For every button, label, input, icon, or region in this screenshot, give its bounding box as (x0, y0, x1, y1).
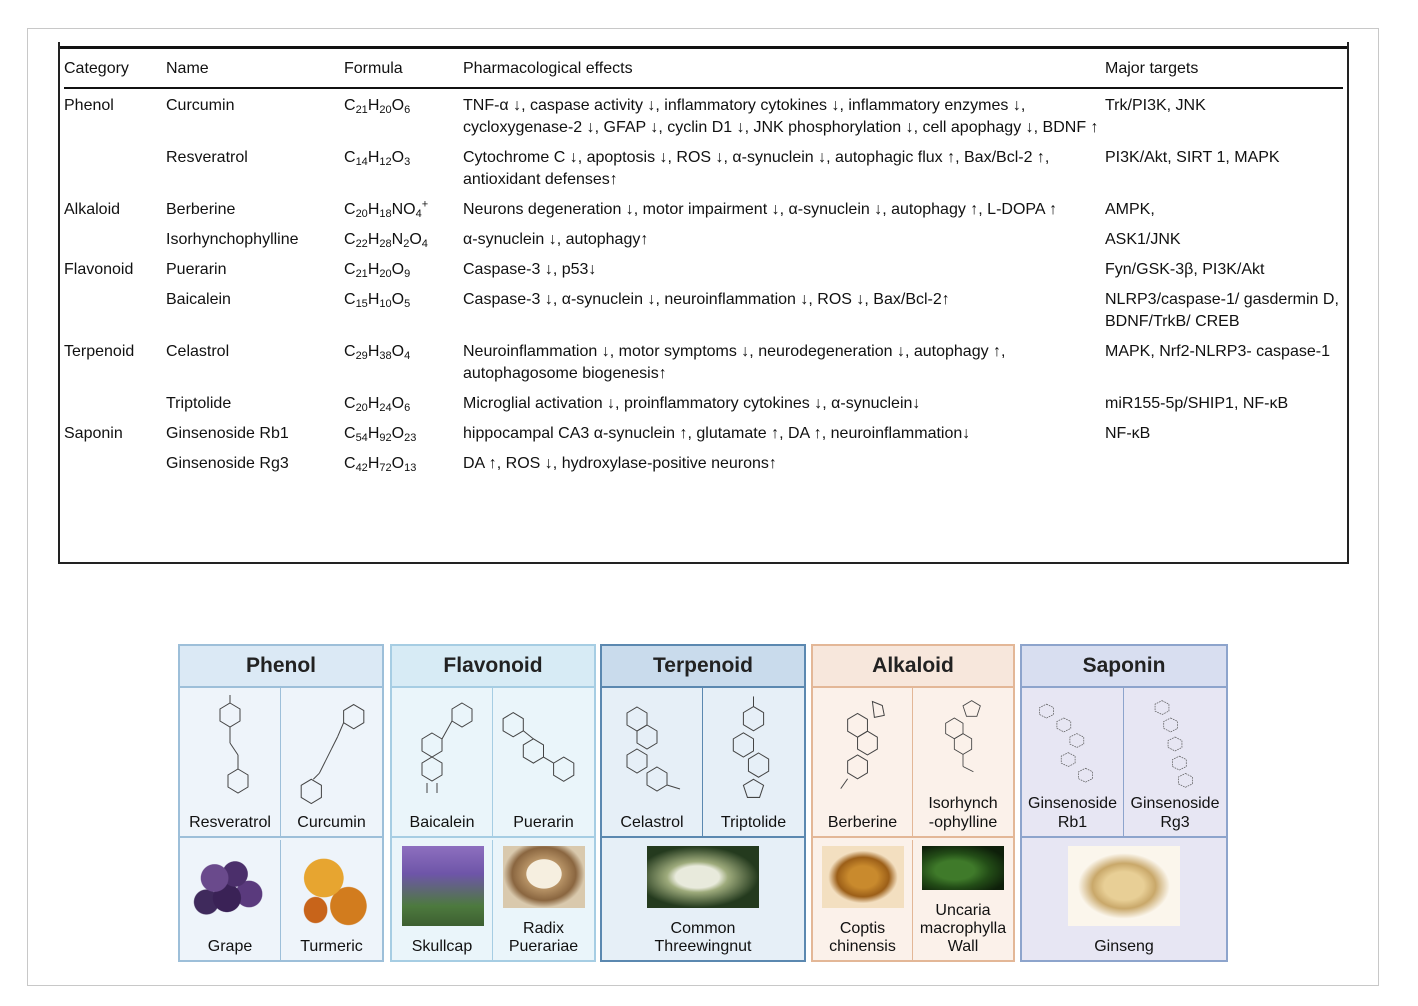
table-cell-name: Celastrol (166, 343, 230, 360)
table-cell-formula: $C_{21}H_{20}O_9$ (344, 261, 411, 280)
table-cell-name: Triptolide (166, 395, 232, 412)
compound-label: Curcumin (297, 814, 366, 831)
source-cell (1022, 840, 1226, 960)
molecule-structure-icon (392, 692, 492, 814)
table-row (64, 283, 1343, 335)
source-cell (913, 840, 1013, 960)
table-cell-targets: ASK1/JNK (1105, 231, 1181, 248)
source-photo (647, 846, 759, 908)
table-row (64, 387, 1343, 417)
source-photo (822, 846, 904, 908)
compound-cell (1022, 688, 1124, 838)
table-cell-name: Ginsenoside Rg3 (166, 455, 289, 472)
source-cell (392, 840, 493, 960)
source-photo (503, 846, 585, 908)
table-cell-formula: $C_{20}H_{24}O_6$ (344, 395, 411, 414)
table-cell-targets: MAPK, Nrf2-NLRP3- caspase-1 (1105, 343, 1330, 360)
table-cell-targets: Fyn/GSK-3β, PI3K/Akt (1105, 261, 1265, 278)
header-category: Category (64, 54, 166, 88)
table-cell-category: Alkaloid (64, 201, 121, 218)
molecule-structure-icon (180, 692, 280, 814)
table-row (64, 223, 1343, 253)
table-cell-formula: $C_{15}H_{10}O_5$ (344, 291, 411, 310)
source-cell (180, 840, 281, 960)
table-cell-formula: $C_{54}H_{92}O_{23}$ (344, 425, 417, 444)
source-cell (602, 840, 804, 960)
compound-label: Ginsenoside Rb1 (1028, 795, 1117, 831)
header-name: Name (166, 54, 344, 88)
table-cell-formula: $C_{21}H_{20}O_6$ (344, 97, 411, 116)
table-cell-targets: miR155-5p/SHIP1, NF-κB (1105, 395, 1289, 412)
table-row (64, 88, 1343, 141)
molecule-structure-icon (913, 692, 1013, 796)
source-photo (1068, 846, 1180, 926)
compound-cell (602, 688, 703, 838)
source-label: Turmeric (300, 938, 363, 955)
figure-group-title: Flavonoid (392, 646, 594, 688)
compound-cell (913, 688, 1013, 838)
table-row (64, 141, 1343, 193)
compound-cell (703, 688, 804, 838)
source-label: Radix Puerariae (508, 920, 579, 955)
figure-group-title: Terpenoid (602, 646, 804, 688)
molecule-structure-icon (1022, 692, 1123, 796)
table-cell-name: Berberine (166, 201, 236, 218)
header-effects: Pharmacological effects (463, 54, 1105, 88)
compound-label: Baicalein (409, 814, 475, 831)
figure-group-title: Alkaloid (813, 646, 1013, 688)
table-cell-name: Isorhynchophylline (166, 231, 299, 248)
table-cell-targets: NLRP3/caspase-1/ gasdermin D, BDNF/TrkB/ CREB (1105, 291, 1339, 330)
table-cell-category (64, 223, 166, 253)
compound-cell (1124, 688, 1226, 838)
source-label: Common Threewingnut (654, 920, 752, 955)
table-cell-category: Saponin (64, 425, 123, 442)
table-cell-targets: NF-κB (1105, 425, 1151, 442)
table-cell-targets: Trk/PI3K, JNK (1105, 97, 1206, 114)
figure-group-terpenoid (600, 644, 806, 962)
source-label: Grape (207, 938, 253, 955)
table-cell-effects: α-synuclein ↓, autophagy↑ (463, 231, 649, 248)
figure-group-alkaloid (811, 644, 1015, 962)
compound-label: Berberine (827, 814, 898, 831)
table-cell-effects: Caspase-3 ↓, p53↓ (463, 261, 597, 278)
molecule-structure-icon (813, 692, 912, 814)
table-cell-name: Puerarin (166, 261, 227, 278)
table-cell-effects: Neuroinflammation ↓, motor symptoms ↓, neurodegeneration ↓, autophagy ↑, autophagosome biogenesis↑ (463, 343, 1006, 382)
source-photo (922, 846, 1004, 890)
compound-table (64, 54, 1343, 477)
table-cell-formula: $C_{20}H_{18}NO_4^+$ (344, 198, 429, 220)
table-cell-effects: TNF-α ↓, caspase activity ↓, inflammatory cytokines ↓, inflammatory enzymes ↓, cycloxygenase-2 ↓, GFAP ↓, cyclin D1 ↓, JNK phosphorylation ↓, cell apophagy ↓, BDNF ↑ (463, 97, 1099, 136)
table-row (64, 253, 1343, 283)
source-cell (493, 840, 594, 960)
compound-cell (180, 688, 281, 838)
molecule-structure-icon (602, 692, 702, 814)
table-cell-category (64, 447, 166, 477)
table-cell-category: Phenol (64, 97, 114, 114)
table-header-row (64, 54, 1343, 88)
compound-label: Triptolide (720, 814, 787, 831)
table-cell-effects: hippocampal CA3 α-synuclein ↑, glutamate ↑, DA ↑, neuroinflammation↓ (463, 425, 971, 442)
compound-label: Ginsenoside Rg3 (1130, 795, 1220, 831)
table-cell-formula: $C_{42}H_{72}O_{13}$ (344, 455, 417, 474)
table-cell-name: Resveratrol (166, 149, 248, 166)
figure-group-phenol (178, 644, 384, 962)
compound-label: Isorhynch -ophylline (928, 795, 998, 831)
table-cell-name: Baicalein (166, 291, 231, 308)
source-cell (813, 840, 913, 960)
table-top-rule (60, 46, 1347, 49)
table-cell-effects: Microglial activation ↓, proinflammatory cytokines ↓, α-synuclein↓ (463, 395, 921, 412)
source-label: Ginseng (1094, 938, 1154, 955)
figure-group-saponin (1020, 644, 1228, 962)
table-row (64, 417, 1343, 447)
table-row (64, 335, 1343, 387)
compound-label: Puerarin (513, 814, 574, 831)
compound-cell (493, 688, 594, 838)
figure-group-flavonoid (390, 644, 596, 962)
table-cell-category (64, 283, 166, 335)
figure-group-title: Saponin (1022, 646, 1226, 688)
source-label: Skullcap (411, 938, 473, 955)
molecule-structure-icon (703, 692, 804, 814)
table-cell-effects: Cytochrome C ↓, apoptosis ↓, ROS ↓, α-synuclein ↓, autophagic flux ↑, Bax/Bcl-2 ↑, antioxidant defenses↑ (463, 149, 1050, 188)
table-cell-name: Ginsenoside Rb1 (166, 425, 289, 442)
compound-cell (813, 688, 913, 838)
table-cell-targets: PI3K/Akt, SIRT 1, MAPK (1105, 149, 1280, 166)
table-row (64, 193, 1343, 223)
compound-label: Celastrol (620, 814, 684, 831)
source-photo (190, 846, 272, 926)
molecule-structure-icon (1124, 692, 1226, 796)
compound-table-container (58, 42, 1349, 564)
table-cell-formula: $C_{22}H_{28}N_2O_4$ (344, 231, 428, 250)
table-cell-effects: DA ↑, ROS ↓, hydroxylase-positive neurons↑ (463, 455, 777, 472)
table-cell-effects: Neurons degeneration ↓, motor impairment ↓, α-synuclein ↓, autophagy ↑, L-DOPA ↑ (463, 201, 1058, 218)
source-label: Coptis chinensis (829, 920, 896, 955)
source-label: Uncaria macrophylla Wall (919, 902, 1007, 955)
molecule-structure-icon (281, 692, 382, 814)
compound-sources-figure (178, 644, 1228, 962)
table-cell-category: Terpenoid (64, 343, 135, 360)
figure-group-title: Phenol (180, 646, 382, 688)
source-photo (402, 846, 484, 926)
compound-cell (281, 688, 382, 838)
header-targets: Major targets (1105, 54, 1343, 88)
table-cell-targets (1105, 447, 1343, 477)
table-cell-effects: Caspase-3 ↓, α-synuclein ↓, neuroinflammation ↓, ROS ↓, Bax/Bcl-2↑ (463, 291, 950, 308)
source-photo (291, 846, 373, 926)
table-cell-category (64, 141, 166, 193)
molecule-structure-icon (493, 692, 594, 814)
compound-label: Resveratrol (189, 814, 271, 831)
table-cell-name: Curcumin (166, 97, 235, 114)
table-cell-category (64, 387, 166, 417)
compound-cell (392, 688, 493, 838)
table-cell-formula: $C_{14}H_{12}O_3$ (344, 149, 411, 168)
table-row (64, 447, 1343, 477)
table-cell-targets: AMPK, (1105, 201, 1155, 218)
table-cell-category: Flavonoid (64, 261, 134, 278)
header-formula: Formula (344, 54, 463, 88)
table-cell-formula: $C_{29}H_{38}O_4$ (344, 343, 411, 362)
source-cell (281, 840, 382, 960)
